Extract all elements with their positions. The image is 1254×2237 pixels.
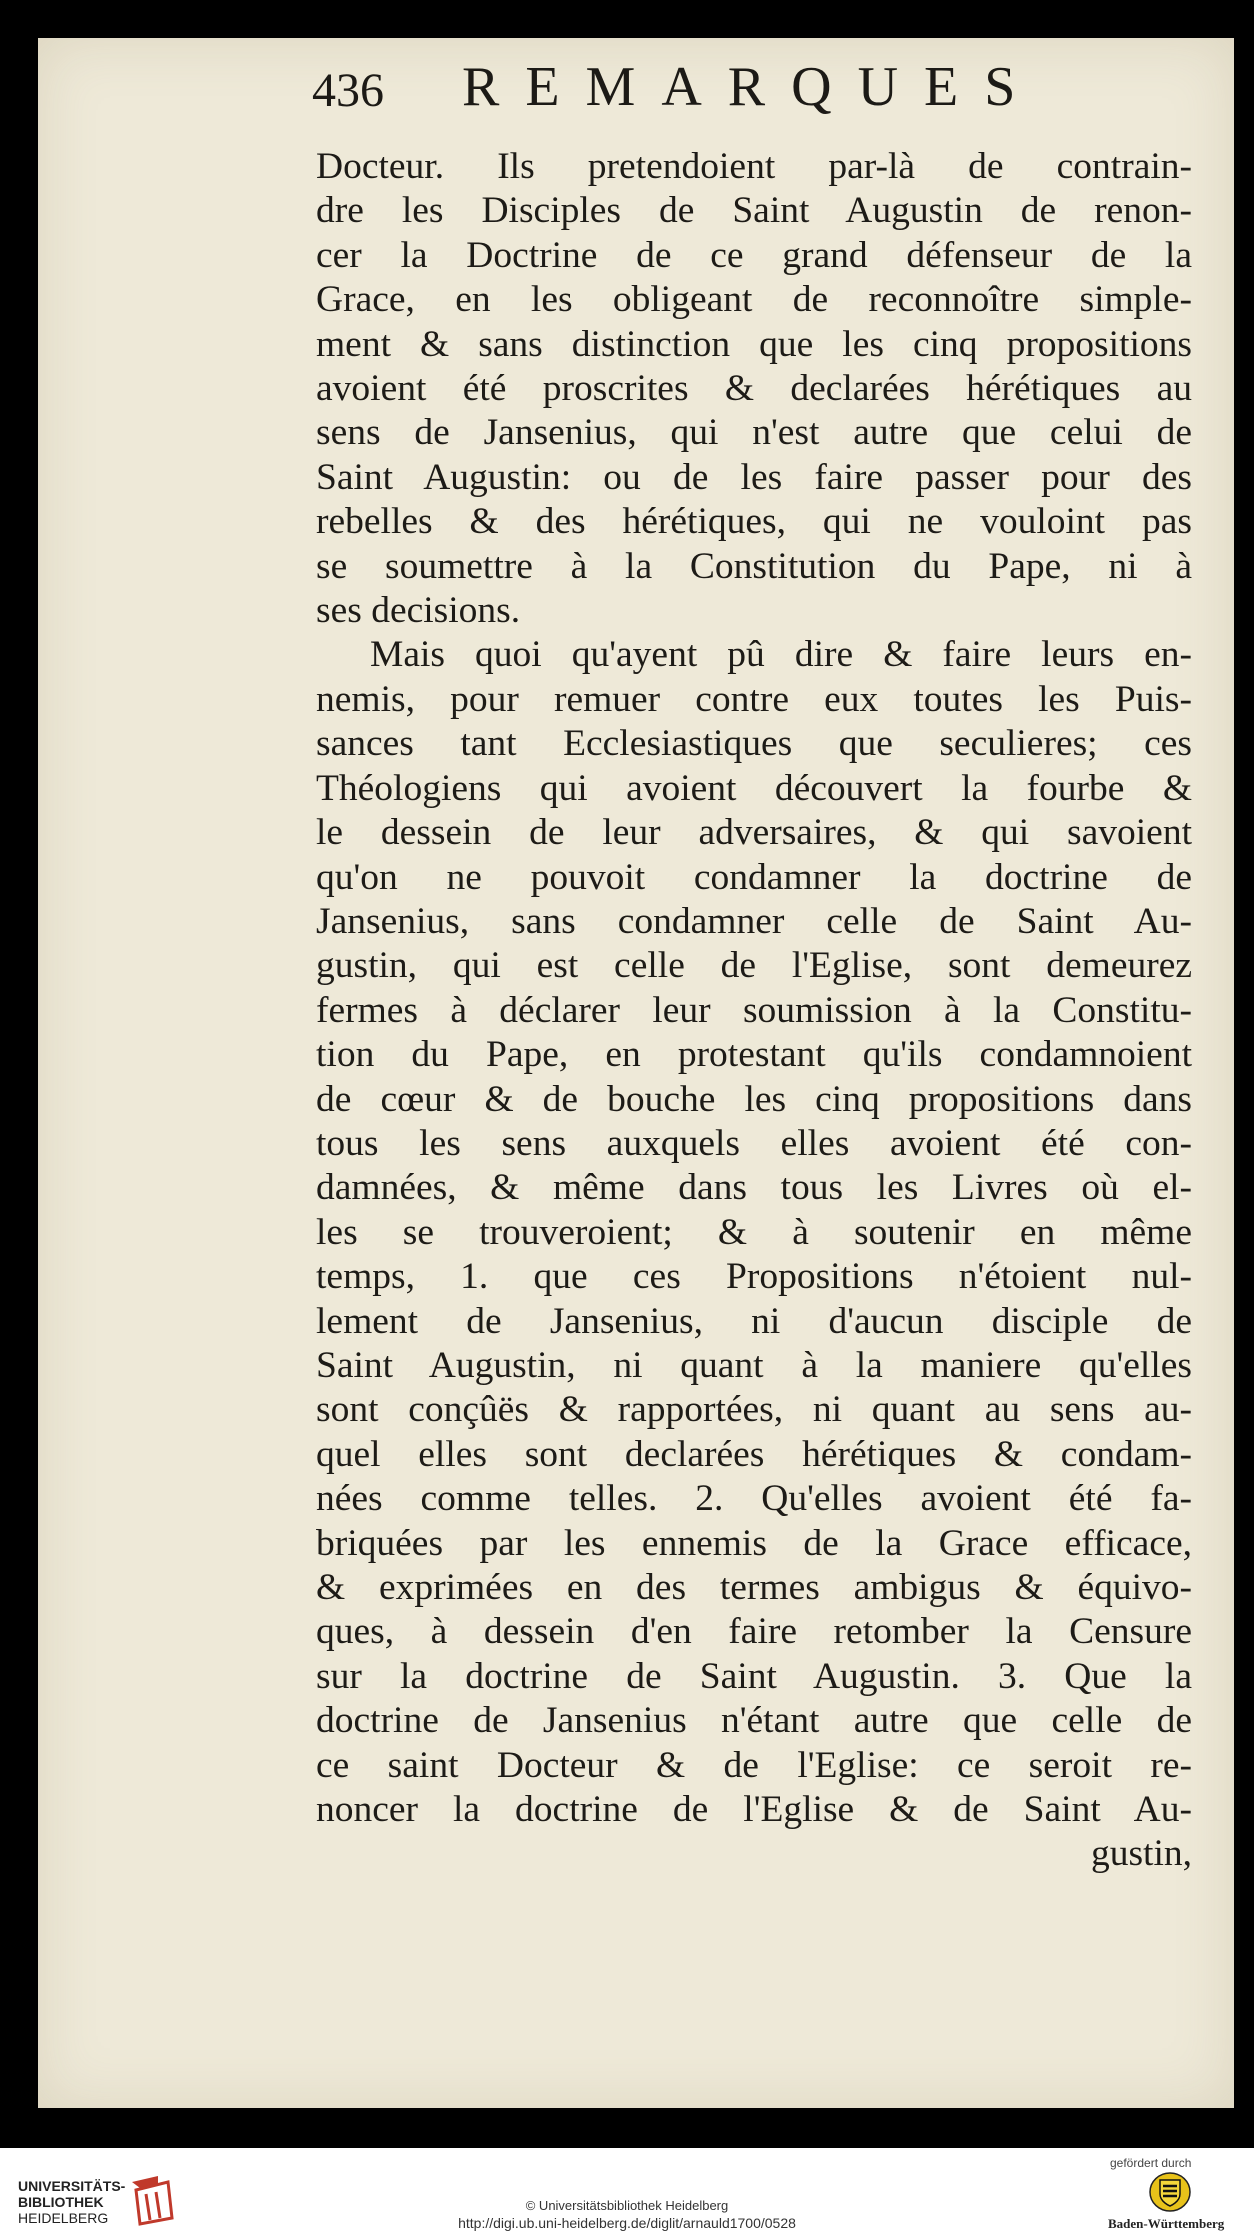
text-line: lement de Jansenius, ni d'aucun disciple de xyxy=(316,1300,1192,1342)
text-line: sens de Jansenius, qui n'est autre que celui de xyxy=(316,412,1192,454)
source-url-link[interactable]: http://digi.ub.uni-heidelberg.de/diglit/arnauld1700/0528 xyxy=(458,2215,796,2231)
text-line: rebelles & des hérétiques, qui ne vouloint pas xyxy=(316,501,1192,543)
library-city: HEIDELBERG xyxy=(18,2210,109,2226)
text-line: le dessein de leur adversaires, & qui savoient xyxy=(316,812,1192,854)
text-line: briquées par les ennemis de la Grace efficace, xyxy=(316,1522,1192,1564)
page-header xyxy=(312,55,1072,145)
text-line: ce saint Docteur & de l'Eglise: ce seroit re- xyxy=(316,1744,1192,1786)
text-line: Saint Augustin: ou de les faire passer pour des xyxy=(316,456,1192,498)
text-line: tion du Pape, en protestant qu'ils condamnoient xyxy=(316,1034,1192,1076)
text-line: ses decisions. xyxy=(316,590,521,632)
text-line: Mais quoi qu'ayent pû dire & faire leurs en- xyxy=(370,634,1192,676)
library-name-line1: UNIVERSITÄTS- xyxy=(18,2178,126,2194)
funded-label: gefördert durch xyxy=(1110,2156,1192,2170)
text-line: qu'on ne pouvoit condamner la doctrine de xyxy=(316,856,1192,898)
baden-wuerttemberg-crest-icon[interactable] xyxy=(1148,2170,1192,2214)
running-title: REMARQUES xyxy=(462,56,1042,118)
text-line: Théologiens qui avoient découvert la fourbe & xyxy=(316,767,1192,809)
text-line: quel elles sont declarées hérétiques & condam- xyxy=(316,1433,1192,1475)
text-line: de cœur & de bouche les cinq propositions dans xyxy=(316,1078,1192,1120)
catchword: gustin, xyxy=(1090,1833,1192,1875)
text-line: les se trouveroient; & à soutenir en même xyxy=(316,1211,1192,1253)
copyright-notice: © Universitätsbibliothek Heidelberg xyxy=(525,2198,729,2213)
text-line: nemis, pour remuer contre eux toutes les Puis- xyxy=(316,678,1192,720)
library-name-line2: BIBLIOTHEK xyxy=(18,2194,104,2210)
text-line: Docteur. Ils pretendoient par-là de contrain- xyxy=(316,146,1192,187)
text-line: avoient été proscrites & declarées hérétiques au xyxy=(316,368,1192,410)
text-line: tous les sens auxquels elles avoient été con- xyxy=(316,1122,1192,1164)
text-line: cer la Doctrine de ce grand défenseur de la xyxy=(316,234,1192,276)
text-line: fermes à déclarer leur soumission à la Constitu- xyxy=(316,989,1192,1031)
text-line: Saint Augustin, ni quant à la maniere qu'elles xyxy=(316,1344,1192,1386)
text-line: sances tant Ecclesiastiques que seculieres; ces xyxy=(316,723,1192,765)
text-line: Grace, en les obligeant de reconnoître simple- xyxy=(316,279,1192,321)
text-line: sont conçûës & rapportées, ni quant au sens au- xyxy=(316,1389,1192,1431)
text-line: doctrine de Jansenius n'étant autre que celle de xyxy=(316,1700,1192,1742)
text-line: ques, à dessein d'en faire retomber la Censure xyxy=(316,1611,1192,1653)
text-line: se soumettre à la Constitution du Pape, ni à xyxy=(316,545,1192,587)
funder-label: Baden-Württemberg xyxy=(1108,2216,1225,2231)
page-number: 436 xyxy=(312,64,384,117)
body-text xyxy=(316,145,1192,1877)
text-line: noncer la doctrine de l'Eglise & de Saint Au- xyxy=(316,1789,1192,1831)
text-line: gustin, qui est celle de l'Eglise, sont demeurez xyxy=(316,945,1192,987)
text-line: & exprimées en des termes ambigus & équivo- xyxy=(316,1567,1192,1608)
text-line: sur la doctrine de Saint Augustin. 3. Que la xyxy=(316,1655,1192,1697)
text-line: dre les Disciples de Saint Augustin de renon- xyxy=(316,190,1192,232)
text-line: damnées, & même dans tous les Livres où el- xyxy=(316,1167,1192,1209)
text-line: ment & sans distinction que les cinq propositions xyxy=(316,323,1192,365)
text-line: Jansenius, sans condamner celle de Saint Au- xyxy=(316,900,1192,942)
text-line: nées comme telles. 2. Qu'elles avoient été fa- xyxy=(316,1478,1192,1520)
viewer-footer xyxy=(0,2148,1254,2237)
text-line: temps, 1. que ces Propositions n'étoient nul- xyxy=(316,1256,1192,1298)
